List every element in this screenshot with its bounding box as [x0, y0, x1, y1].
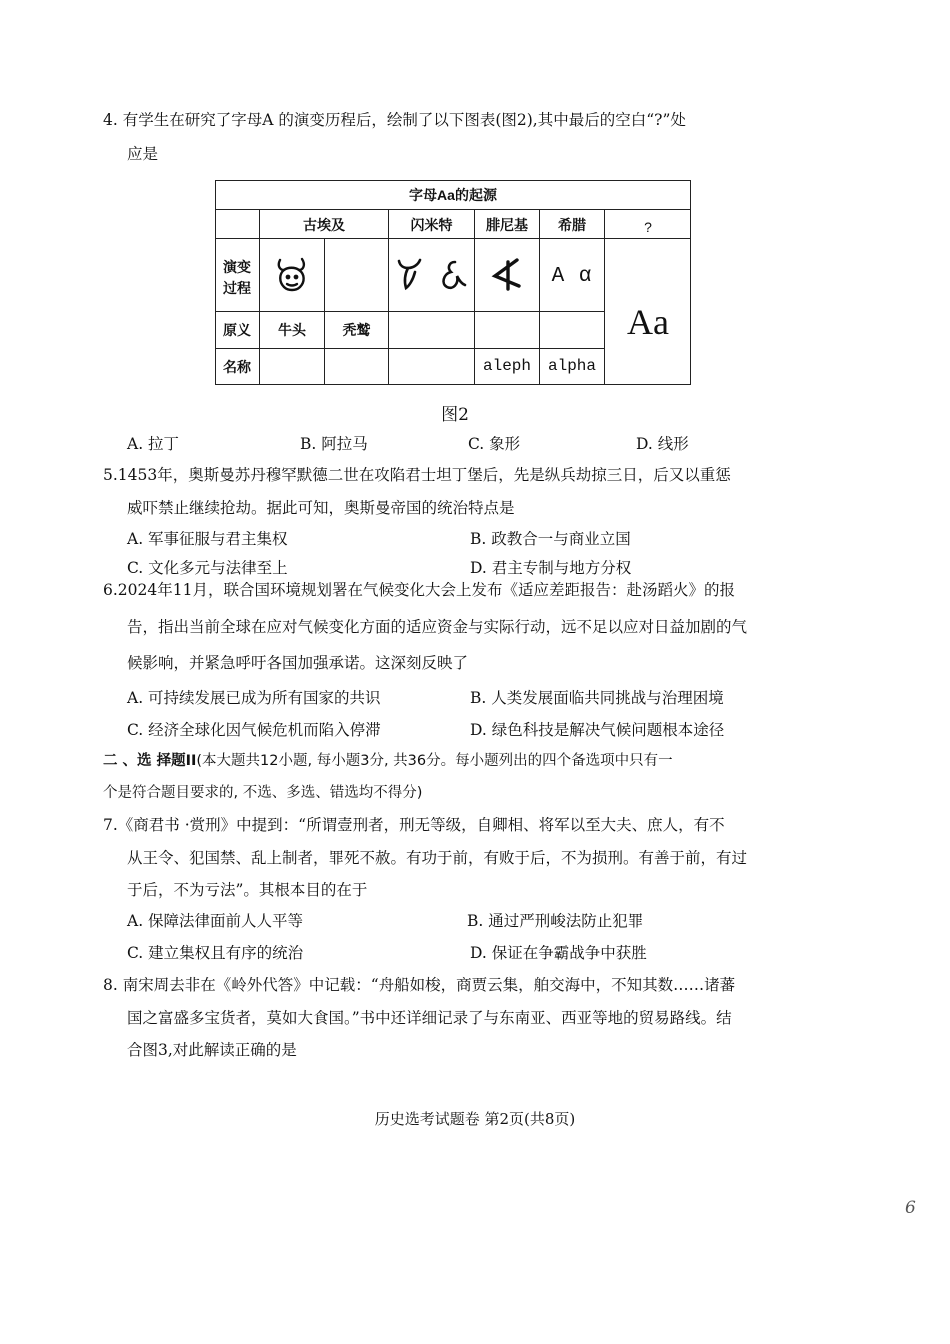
semitic-alpha-glyph-icon [437, 258, 467, 292]
q4-option-a[interactable]: A. 拉丁 [127, 435, 180, 453]
letter-origin-table [215, 180, 691, 385]
q6-stem-line3: 候影响，并紧急呼吁各国加强承诺。这深刻反映了 [127, 654, 469, 672]
q6-stem-line2: 告，指出当前全球在应对气候变化方面的适应资金与实际行动，远不足以应对日益加剧的气 [127, 618, 748, 636]
phoenician-aleph-glyph-icon [491, 256, 525, 292]
q5-stem-line2: 威吓禁止继续抢劫。据此可知，奥斯曼帝国的统治特点是 [127, 499, 515, 517]
row-label-evolution: 演变过程 [223, 259, 251, 296]
q5-stem-line1: 5.1453年，奥斯曼苏丹穆罕默德二世在攻陷君士坦丁堡后，先是纵兵劫掠三日，后又以重惩 [103, 466, 731, 484]
figure-caption: 图2 [441, 405, 469, 425]
row-label-name: 名称 [223, 359, 251, 375]
section2-heading-line2: 个是符合题目要求的, 不选、多选、错选均不得分) [103, 785, 423, 801]
header-phoenician: 腓尼基 [486, 217, 528, 233]
q4-option-c[interactable]: C. 象形 [468, 435, 521, 453]
q7-stem-line1: 7.《商君书 ·赏刑》中提到：“所谓壹刑者，刑无等级，自卿相、将军以至大夫、庶人，有不 [103, 816, 725, 834]
header-semitic: 闪米特 [410, 217, 453, 233]
q6-option-c[interactable]: C. 经济全球化因气候危机而陷入停滞 [127, 721, 381, 739]
q4-stem-line2: 应是 [127, 145, 159, 163]
header-unknown: ? [644, 219, 652, 235]
ox-head-hieroglyph-icon [275, 256, 309, 294]
q5-option-c[interactable]: C. 文化多元与法律至上 [127, 559, 288, 577]
page-footer: 历史选考试题卷 第2页(共8页) [374, 1110, 576, 1128]
answer-cell-latin: Aa [627, 302, 669, 342]
q5-option-a[interactable]: A. 军事征服与君主集权 [127, 530, 288, 548]
q8-stem-line1: 8. 南宋周去非在《岭外代答》中记载：“舟船如梭，商贾云集，舶交海中，不知其数……诸蕃 [103, 976, 736, 994]
q8-stem-line2: 国之富盛多宝货者，莫如大食国。”书中还详细记录了与东南亚、西亚等地的贸易路线。结 [127, 1009, 732, 1027]
q7-stem-line2: 从王令、犯国禁、乱上制者，罪死不赦。有功于前，有败于后，不为损刑。有善于前，有过 [127, 849, 748, 867]
section2-heading-line1 [103, 751, 673, 771]
q7-stem-line3: 于后，不为亏法”。其根本目的在于 [127, 881, 368, 899]
name-alpha: alpha [547, 357, 596, 375]
q7-option-c[interactable]: C. 建立集权且有序的统治 [127, 944, 304, 962]
q7-option-d[interactable]: D. 保证在争霸战争中获胜 [470, 944, 647, 962]
q5-option-d[interactable]: D. 君主专制与地方分权 [470, 559, 632, 577]
q6-option-d[interactable]: D. 绿色科技是解决气候问题根本途径 [470, 721, 725, 739]
meaning-ox-head: 牛头 [278, 322, 306, 338]
table-title: 字母Aa的起源 [409, 187, 497, 203]
q6-option-a[interactable]: A. 可持续发展已成为所有国家的共识 [127, 689, 381, 707]
header-ancient-egypt: 古埃及 [303, 217, 345, 233]
semitic-ox-glyph-icon [395, 256, 425, 292]
header-greek: 希腊 [558, 217, 586, 233]
q6-option-b[interactable]: B. 人类发展面临共同挑战与治理困境 [470, 689, 724, 707]
q5-option-b[interactable]: B. 政教合一与商业立国 [470, 530, 631, 548]
q7-option-a[interactable]: A. 保障法律面前人人平等 [127, 912, 304, 930]
q4-option-d[interactable]: D. 线形 [636, 435, 689, 453]
q8-stem-line3: 合图3,对此解读正确的是 [127, 1041, 297, 1059]
section2-title: 二 、选 择题II [103, 753, 197, 769]
meaning-vulture: 秃鹫 [342, 322, 371, 338]
q6-stem-line1: 6.2024年11月，联合国环境规划署在气候变化大会上发布《适应差距报告：赴汤蹈火》的报 [103, 581, 735, 599]
margin-page-mark: 6 [905, 1198, 916, 1218]
q7-option-b[interactable]: B. 通过严刑峻法防止犯罪 [467, 912, 644, 930]
q4-option-b[interactable]: B. 阿拉马 [300, 435, 368, 453]
greek-alpha-letters: A α [551, 265, 593, 288]
name-aleph: aleph [482, 357, 531, 375]
q4-stem-line1: 4. 有学生在研究了字母A 的演变历程后，绘制了以下图表(图2),其中最后的空白“?”处 [103, 111, 686, 129]
section2-instructions: (本大题共12小题, 每小题3分, 共36分。每小题列出的四个备选项中只有一 [196, 753, 673, 769]
row-label-meaning: 原义 [223, 322, 251, 338]
